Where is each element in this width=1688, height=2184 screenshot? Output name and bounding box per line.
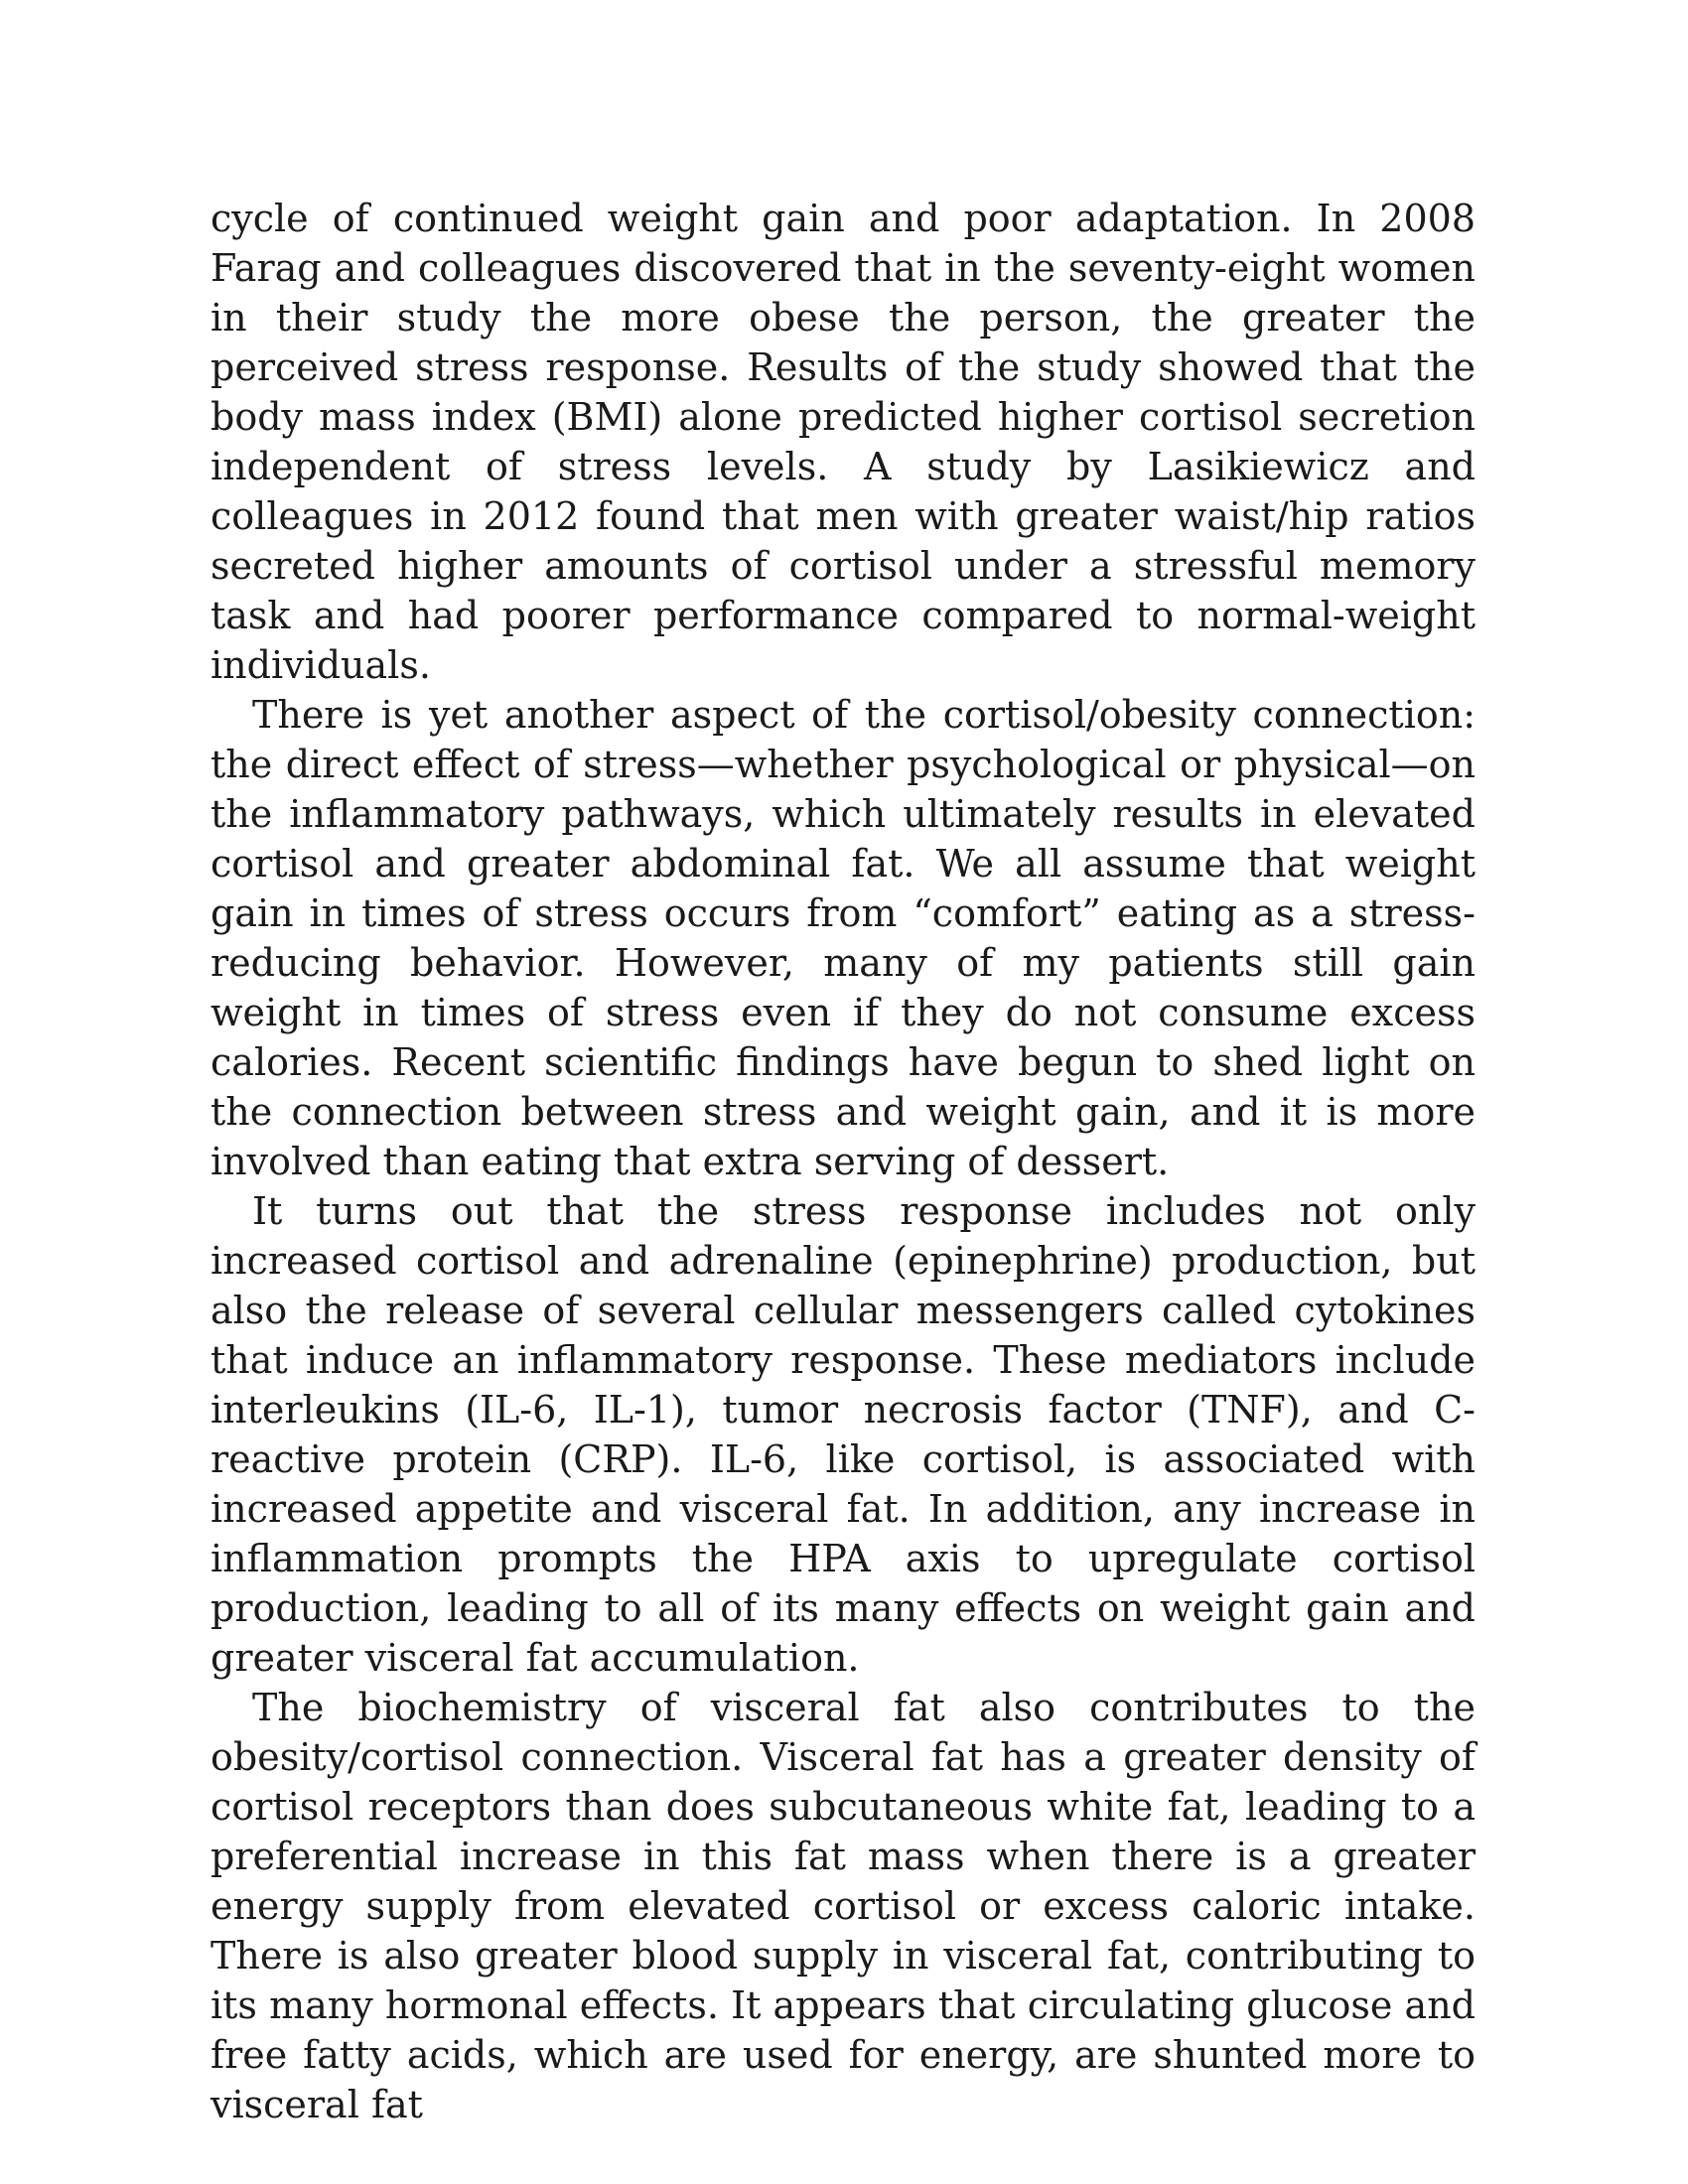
paragraph-cytokines: It turns out that the stress response includes not only increased cortisol and adrenaline (epinephrine) production, but also the release of several cellular messengers called cytokines that induce an inflammatory response. These mediators include interleukins (IL-6, IL-1), tumor necrosis factor (TNF), and C-reactive protein (CRP). IL-6, like cortisol, is associated with increased appetite and visceral fat. In addition, any increase in inflammation prompts the HPA axis to upregulate cortisol production, leading to all of its many effects on weight gain and greater visceral fat accumulation. xyxy=(211,1189,1476,1680)
paragraph-visceral-fat: The biochemistry of visceral fat also contributes to the obesity/cortisol connection. Visceral fat has a greater density of cortisol receptors than does subcutaneous white fat, leading to a preferential increase in this fat mass when there is a greater energy supply from elevated cortisol or excess caloric intake. There is also greater blood supply in visceral fat, contributing to its many hormonal effects. It appears that circulating glucose and free fatty acids, which are used for energy, are shunted more to visceral fat xyxy=(211,1686,1476,2126)
paragraph-inflammation: There is yet another aspect of the cortisol/obesity connection: the direct effect of stress—whether psychological or physical—on the inflammatory pathways, which ultimately results in elevated cortisol and greater abdominal fat. We all assume that weight gain in times of stress occurs from “comfort” eating as a stress-reducing behavior. However, many of my patients still gain weight in times of stress even if they do not consume excess calories. Recent scientific findings have begun to shed light on the connection between stress and weight gain, and it is more involved than eating that extra serving of dessert. xyxy=(211,693,1476,1183)
page-body xyxy=(211,194,1476,2129)
paragraph-continued: cycle of continued weight gain and poor adaptation. In 2008 Farag and colleagues discovered that in the seventy-eight women in their study the more obese the person, the greater the perceived stress response. Results of the study showed that the body mass index (BMI) alone predicted higher cortisol secretion independent of stress levels. A study by Lasikiewicz and colleagues in 2012 found that men with greater waist/hip ratios secreted higher amounts of cortisol under a stressful memory task and had poorer performance compared to normal-weight individuals. xyxy=(211,197,1476,687)
